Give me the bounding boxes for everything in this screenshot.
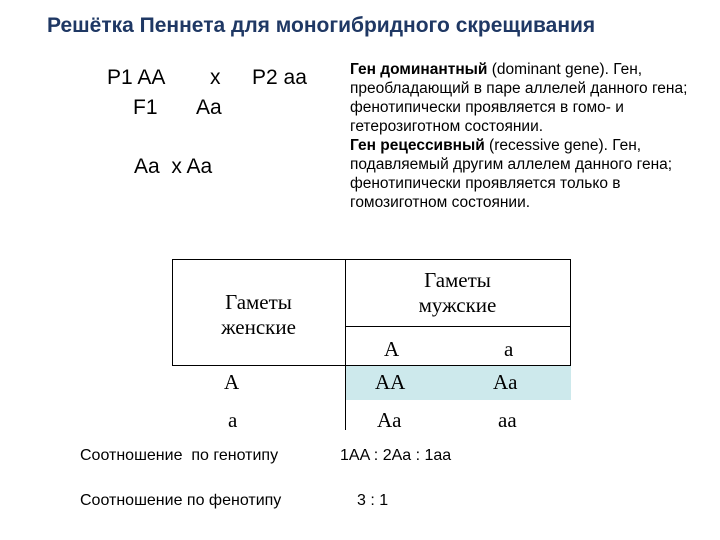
genotype-ratio-value: 1AA : 2Aa : 1aa: [340, 447, 452, 464]
female-gamete-recessive: a: [228, 408, 238, 432]
male-gamete-recessive: a: [504, 337, 514, 361]
page-title: Решётка Пеннета для моногибридного скрещивания: [47, 14, 596, 37]
grid-line-top: [172, 259, 570, 260]
parent-1-genotype: P1 AA: [107, 66, 166, 89]
f1-genotype: Aa: [196, 96, 222, 119]
grid-line-right: [570, 259, 571, 366]
dominant-definition: (dominant gene). Ген, преобладающий в паре аллелей данного гена; фенотипически проявляется в гомо- и гетерозиготном состоянии.: [350, 61, 688, 135]
cross-sign: x: [210, 66, 221, 89]
f1-cross: Aa x Aa: [134, 155, 213, 178]
female-gametes-header: Гаметы женские: [221, 290, 296, 339]
phenotype-ratio-label: Соотношение по фенотипу: [80, 492, 282, 509]
cell-aa-hetero-1: Aa: [493, 370, 518, 394]
grid-line-row: [172, 365, 570, 366]
parent-2-genotype: P2 aa: [252, 66, 307, 89]
recessive-definition: (recessive gene). Ген, подавляемый другим аллелем данного гена; фенотипически проявляется только в гомозиготном состоянии.: [350, 137, 673, 211]
male-gametes-header: Гаметы мужские: [418, 268, 497, 317]
dominant-term: Ген доминантный: [350, 61, 488, 78]
male-gamete-dominant: A: [384, 337, 400, 361]
cell-aa-dominant: AA: [375, 370, 406, 394]
grid-line-header: [345, 326, 570, 327]
recessive-term: Ген рецессивный: [350, 137, 485, 154]
cell-aa-recessive: aa: [498, 408, 517, 432]
genotype-ratio-label: Соотношение по генотипу: [80, 447, 279, 464]
cell-aa-hetero-2: Aa: [377, 408, 402, 432]
phenotype-ratio-value: 3 : 1: [357, 492, 389, 509]
f1-label: F1: [133, 96, 158, 119]
gene-definitions: [350, 60, 700, 212]
female-gamete-dominant: A: [224, 370, 240, 394]
